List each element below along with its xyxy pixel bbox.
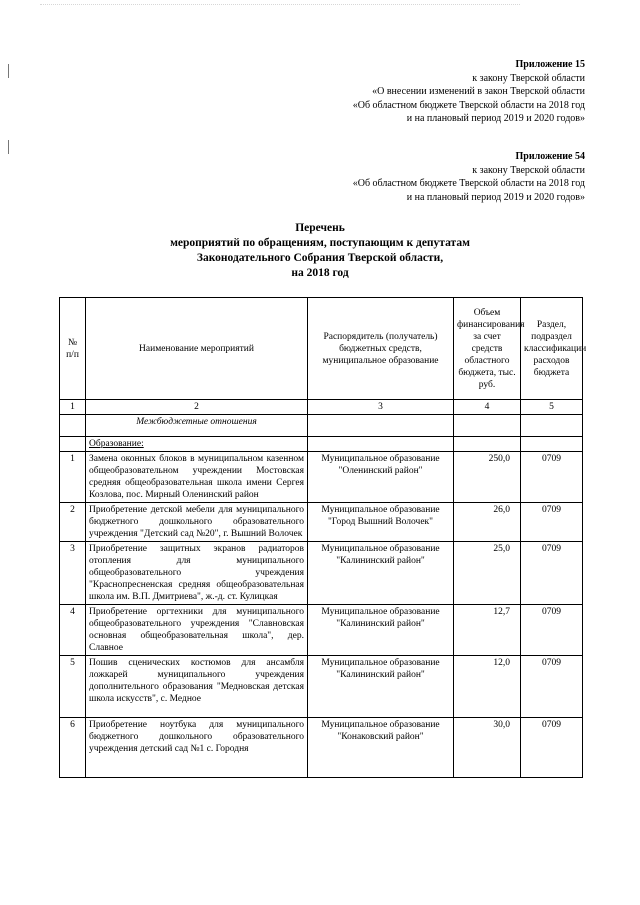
table-row — [60, 656, 583, 718]
col-number: 5 — [521, 400, 583, 415]
row-num: 2 — [60, 503, 86, 542]
row-num: 5 — [60, 656, 86, 718]
row-org: Муниципальное образование "Город Вышний Волочек" — [308, 503, 454, 542]
appendix-15-line: к закону Тверской области — [472, 72, 585, 84]
heading-line: Законодательного Собрания Тверской области, — [196, 252, 444, 264]
row-code: 0709 — [521, 452, 583, 503]
appendix-15-title: Приложение 15 — [515, 59, 585, 70]
appendix-15-line: «Об областном бюджете Тверской области на 2018 год — [352, 99, 585, 111]
row-name: Приобретение защитных экранов радиаторов отопления для муниципального общеобразовательного учреждения "Краснопресненская средняя общеобразовательная школа им. В.П. Дмитриева", ж.-д. ст. Кулицкая — [86, 542, 308, 605]
row-org: Муниципальное образование "Конаковский район" — [308, 718, 454, 778]
appendix-15-line: и на плановый период 2019 и 2020 годов» — [406, 113, 585, 124]
row-code: 0709 — [521, 542, 583, 605]
row-amount: 26,0 — [454, 503, 521, 542]
document-heading — [0, 221, 640, 281]
col-number: 2 — [86, 400, 308, 415]
row-name: Приобретение ноутбука для муниципального бюджетного дошкольного образовательного учреждения детский сад №1 с. Городня — [86, 718, 308, 778]
measures-table — [59, 297, 587, 778]
row-name: Замена оконных блоков в муниципальном казенном общеобразовательном учреждении Мостовская средняя общеобразовательная школа имени Сергея Козлова, пос. Мирный Оленинский район — [86, 452, 308, 503]
section-row — [60, 415, 583, 437]
row-amount: 25,0 — [454, 542, 521, 605]
row-num: 4 — [60, 605, 86, 656]
subsection-label: Образование: — [86, 437, 308, 452]
header-code: Раздел, подраздел классификации расходов бюджета — [521, 298, 583, 400]
appendix-54-title: Приложение 54 — [515, 151, 585, 162]
header-num: № п/п — [60, 298, 86, 400]
header-org: Распорядитель (получатель) бюджетных средств, муниципальное образование — [308, 298, 454, 400]
header-amount: Объем финансирования за счет средств областного бюджета, тыс. руб. — [454, 298, 521, 400]
scan-noise — [40, 4, 520, 11]
row-org: Муниципальное образование "Калининский район" — [308, 542, 454, 605]
table-row — [60, 452, 583, 503]
heading-line: мероприятий по обращениям, поступающим к депутатам — [170, 237, 470, 249]
subsection-row — [60, 437, 583, 452]
appendix-15-block — [353, 58, 585, 126]
row-name: Приобретение оргтехники для муниципального общеобразовательного учреждения "Славновская основная общеобразовательная школа", дер. Славное — [86, 605, 308, 656]
row-num: 6 — [60, 718, 86, 778]
table-row — [60, 542, 583, 605]
appendix-54-block — [353, 150, 585, 204]
appendix-15-line: «О внесении изменений в закон Тверской области — [372, 86, 585, 97]
col-number: 1 — [60, 400, 86, 415]
row-org: Муниципальное образование "Калининский район" — [308, 605, 454, 656]
table-row — [60, 503, 583, 542]
row-name: Пошив сценических костюмов для ансамбля ложкарей муниципального учреждения дополнительного образования "Медновская детская школа искусств", с. Медное — [86, 656, 308, 718]
section-label: Межбюджетные отношения — [86, 415, 308, 437]
row-code: 0709 — [521, 605, 583, 656]
row-amount: 30,0 — [454, 718, 521, 778]
row-amount: 12,7 — [454, 605, 521, 656]
row-num: 1 — [60, 452, 86, 503]
row-code: 0709 — [521, 656, 583, 718]
column-number-row — [60, 400, 583, 415]
row-amount: 12,0 — [454, 656, 521, 718]
margin-mark — [8, 140, 9, 154]
appendix-54-line: к закону Тверской области — [472, 164, 585, 176]
heading-line: Перечень — [295, 222, 345, 234]
row-code: 0709 — [521, 718, 583, 778]
header-row — [60, 298, 583, 400]
heading-line: на 2018 год — [291, 267, 349, 279]
appendix-54-line: «Об областном бюджете Тверской области на 2018 год — [352, 178, 585, 189]
col-number: 3 — [308, 400, 454, 415]
table-row — [60, 718, 583, 778]
row-org: Муниципальное образование "Оленинский район" — [308, 452, 454, 503]
row-code: 0709 — [521, 503, 583, 542]
margin-mark — [8, 64, 9, 78]
row-org: Муниципальное образование "Калининский район" — [308, 656, 454, 718]
row-name: Приобретение детской мебели для муниципального бюджетного дошкольного образовательного учреждения "Детский сад №20", г. Вышний Волочек — [86, 503, 308, 542]
col-number: 4 — [454, 400, 521, 415]
appendix-54-line: и на плановый период 2019 и 2020 годов» — [406, 191, 585, 203]
row-amount: 250,0 — [454, 452, 521, 503]
table-row — [60, 605, 583, 656]
header-name: Наименование мероприятий — [86, 298, 308, 400]
row-num: 3 — [60, 542, 86, 605]
